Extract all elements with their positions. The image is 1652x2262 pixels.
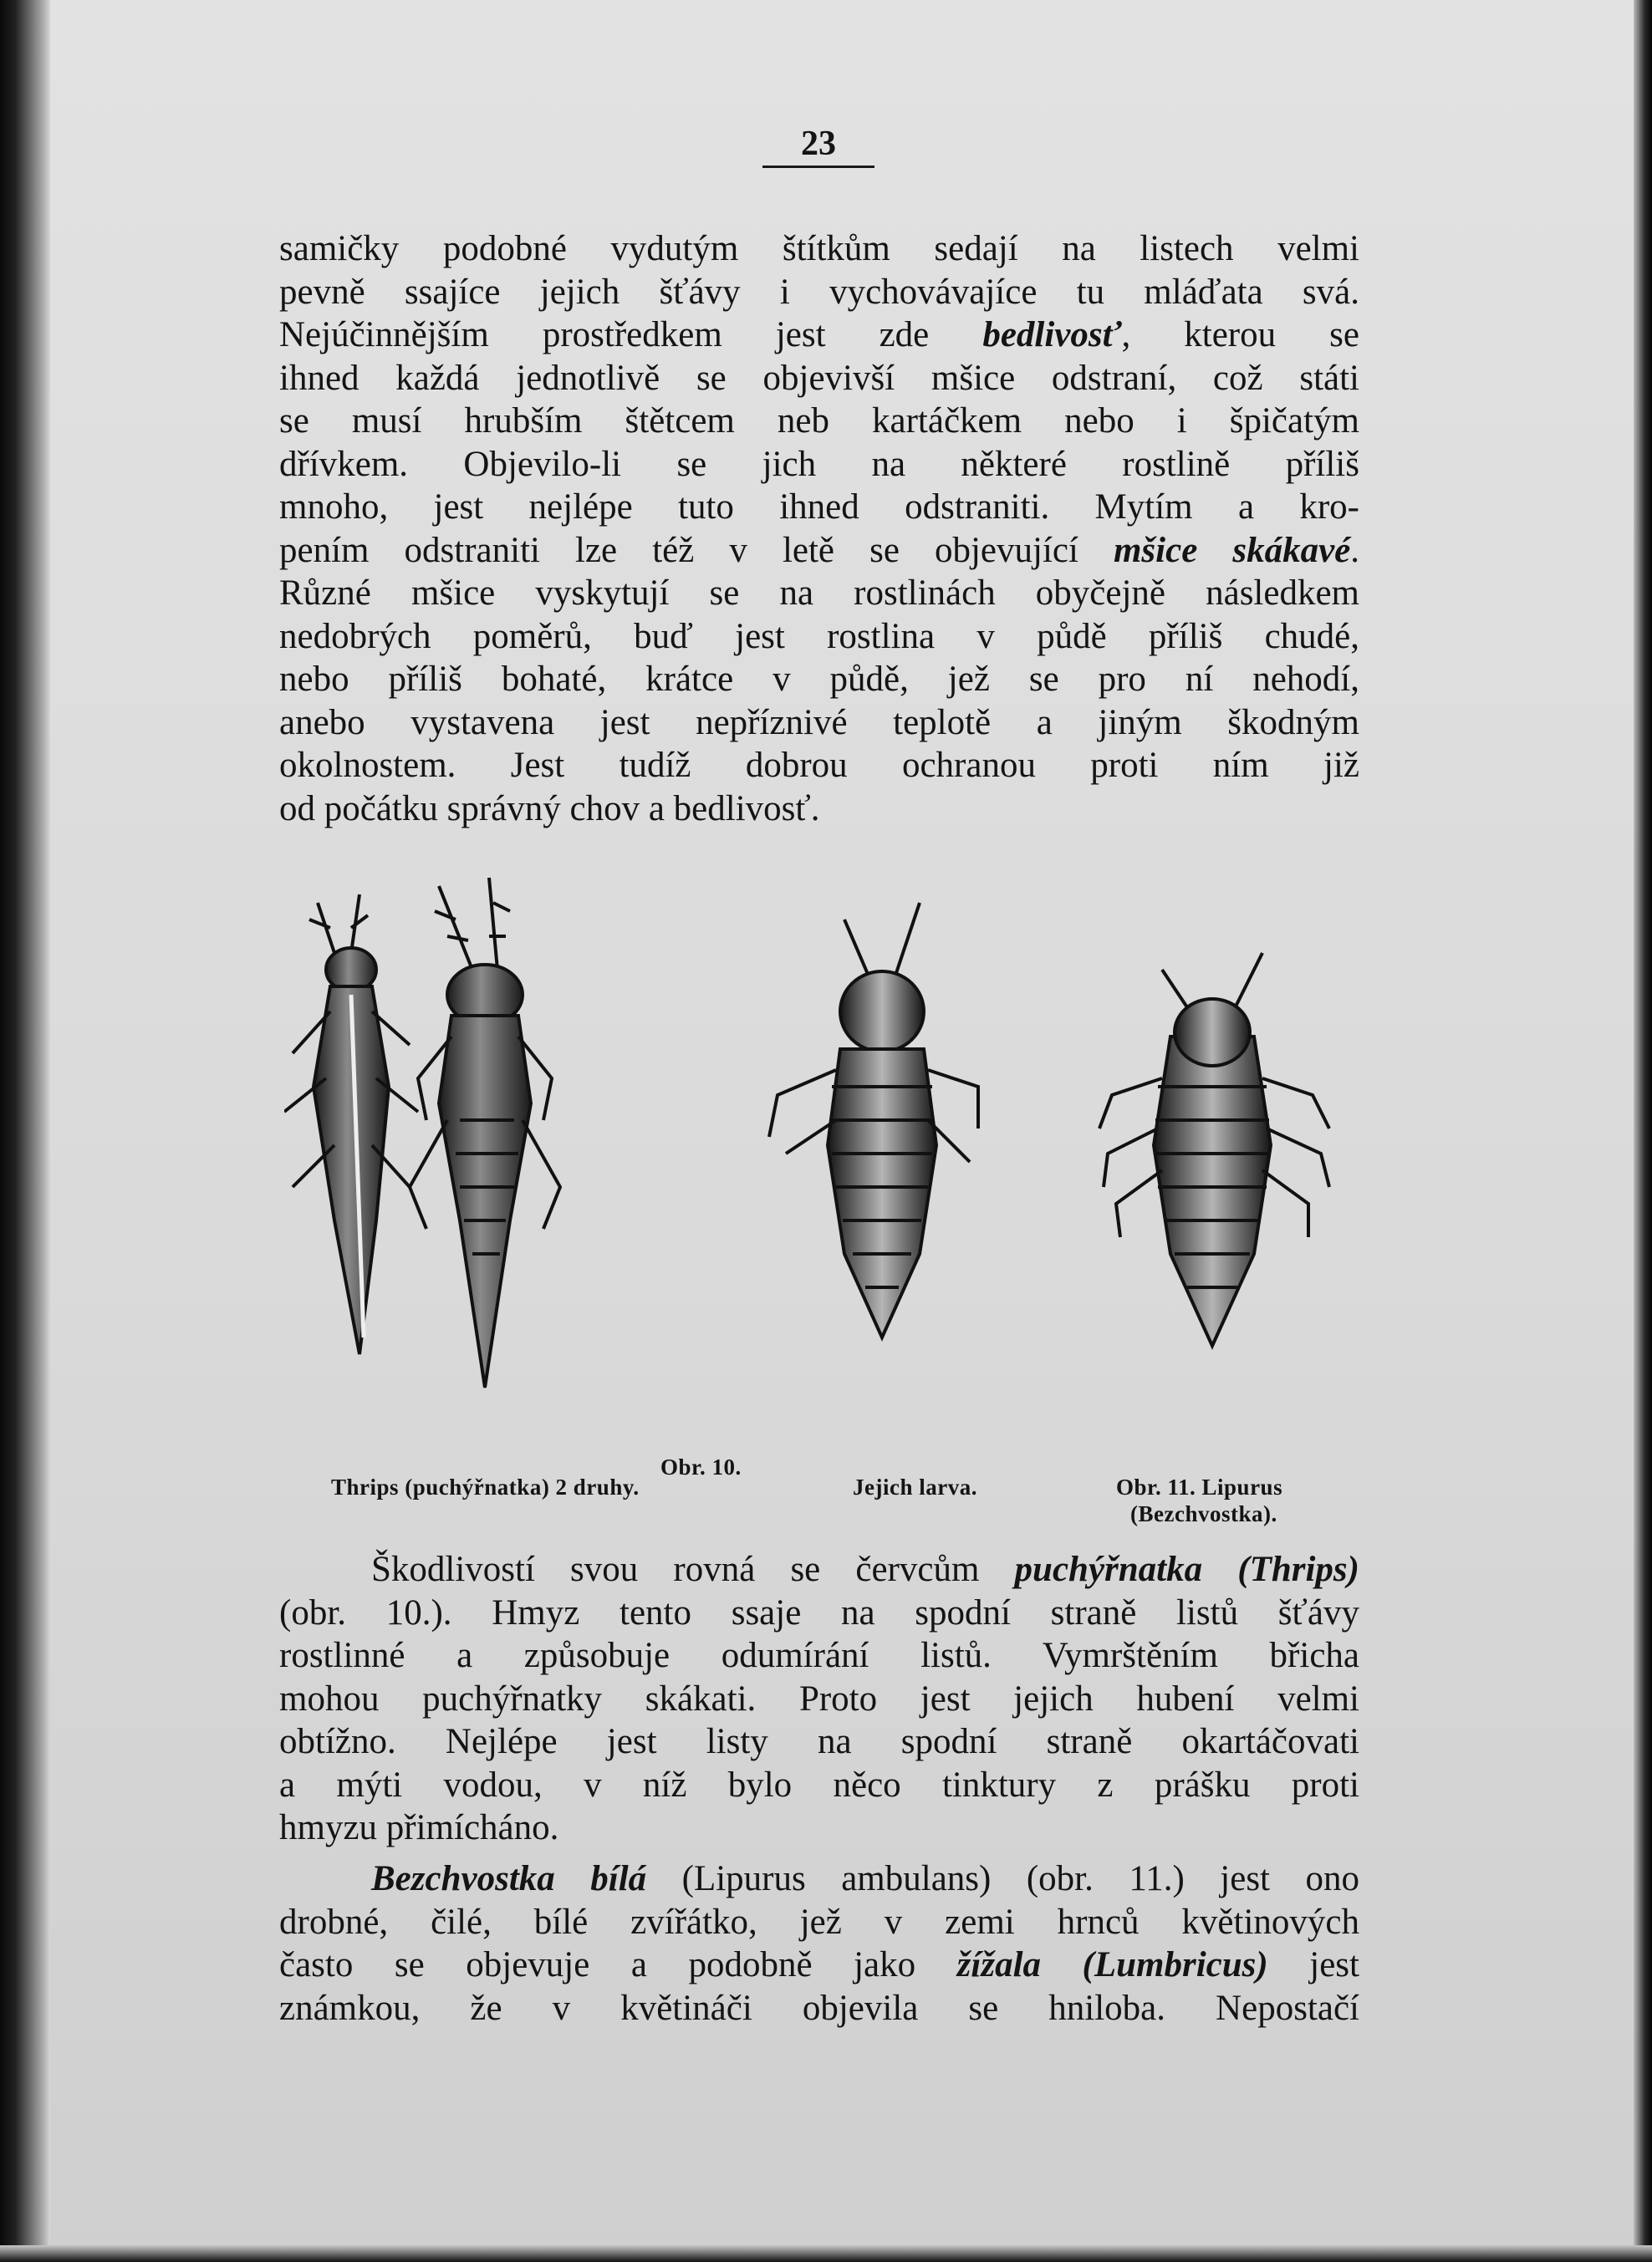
text-segment: nebo příliš bohaté, krátce v půdě, jež se pro ní nehodí, [279,660,1359,699]
text-segment: hmyzu přimícháno. [279,1808,559,1847]
text-segment: jest [1267,1945,1359,1984]
text-segment: anebo vystavena jest nepříznivé teplotě a jiným škodným [279,702,1359,742]
text-segment: Nejúčinnějším prostředkem jest zde [279,315,983,354]
book-binding-edge [0,0,50,2262]
text-line [279,1901,1359,1944]
text-line [279,400,1359,443]
text-segment: známkou, že v květináči objevila se hniloba. Nepostačí [279,1988,1359,2028]
text-segment: (obr. 10.). Hmyz tento ssaje na spodní straně listů šťávy [279,1592,1359,1633]
insect-illustration [284,869,1371,1446]
text-line [279,486,1359,529]
italic-term: puchýřnatka (Thrips) [1014,1550,1359,1589]
text-line [279,313,1359,357]
text-segment: dřívkem. Objevilo-li se jich na některé rostlině příliš [279,444,1359,484]
page-bottom-edge [0,2245,1652,2262]
page-right-edge [1634,0,1652,2262]
text-segment: pevně ssajíce jejich šťávy i vychovávajíce tu mláďata svá. [279,272,1359,312]
text-segment: se musí hrubším štětcem neb kartáčkem nebo i špičatým [279,401,1359,441]
text-segment: okolnostem. Jest tudíž dobrou ochranou proti ním již [279,746,1359,785]
figure-11-label: Obr. 11. Lipurus [1116,1475,1283,1500]
figure-10-label: Obr. 10. [660,1455,742,1480]
text-segment: ihned každá jednotlivě se objevivší mšice odstraní, což státi [279,358,1359,398]
page-number-rule [762,166,874,168]
lipurus-insect-icon [1099,953,1329,1346]
thrips-insect-2-icon [410,878,560,1388]
text-line [279,1806,1359,1850]
text-segment: samičky podobné vydutým štítkům sedají na listech velmi [279,229,1359,268]
larva-caption: Jejich larva. [853,1475,977,1500]
thrips-insect-1-icon [284,894,418,1354]
text-line [279,1592,1359,1635]
paragraph-thrips [279,1548,1359,1850]
text-line [279,658,1359,701]
text-line [279,701,1359,745]
figure-11-subcaption: (Bezchvostka). [1130,1501,1277,1526]
thrips-caption: Thrips (puchýřnatka) 2 druhy. [331,1475,640,1500]
text-line [279,1634,1359,1678]
text-line [279,615,1359,659]
text-line [279,271,1359,314]
text-segment: mohou puchýřnatky skákati. Proto jest jejich hubení velmi [279,1679,1359,1719]
text-segment: (Lipurus ambulans) (obr. 11.) jest ono [646,1859,1359,1898]
text-line [279,787,1359,831]
text-line [279,1720,1359,1764]
text-segment: Škodlivostí svou rovná se červcům [371,1550,1015,1589]
text-segment: rostlinné a způsobuje odumírání listů. Vymrštěním břicha [279,1636,1359,1675]
text-segment: často se objevuje a podobně jako [279,1945,957,1984]
page-number: 23 [801,125,836,163]
text-segment: drobné, čilé, bílé zvířátko, jež v zemi hrnců květinových [279,1902,1359,1942]
thrips-larva-icon [769,903,978,1337]
text-segment: . [1350,530,1359,570]
italic-term: bedlivosť [982,315,1122,354]
text-line [279,1987,1359,2030]
text-line [279,1764,1359,1807]
italic-term: mšice skákavé [1113,530,1351,570]
italic-term: žížala (Lumbricus) [956,1945,1268,1984]
text-segment: a mýti vodou, v níž bylo něco tinktury z prášku proti [279,1765,1359,1805]
text-line [279,1857,1359,1901]
text-segment: pením odstraniti lze též v letě se objevující [279,530,1114,570]
text-segment: obtížno. Nejlépe jest listy na spodní straně okartáčovati [279,1722,1359,1761]
paragraph-mshice [279,227,1359,830]
text-line [279,572,1359,615]
text-segment: nedobrých poměrů, buď jest rostlina v půdě příliš chudé, [279,616,1359,656]
text-segment: Různé mšice vyskytují se na rostlinách obyčejně následkem [279,573,1359,613]
text-line [279,529,1359,573]
text-segment: , kterou se [1121,315,1359,354]
text-segment: od počátku správný chov a bedlivosť. [279,788,820,828]
text-line [279,357,1359,400]
italic-term: Bezchvostka bílá [371,1859,647,1898]
paragraph-lipurus [279,1857,1359,2030]
text-line [279,1678,1359,1721]
text-line [279,1548,1359,1592]
text-line [279,744,1359,787]
text-line [279,227,1359,271]
text-line [279,1944,1359,1987]
text-line [279,443,1359,487]
text-segment: mnoho, jest nejlépe tuto ihned odstraniti. Mytím a kro- [279,487,1359,527]
